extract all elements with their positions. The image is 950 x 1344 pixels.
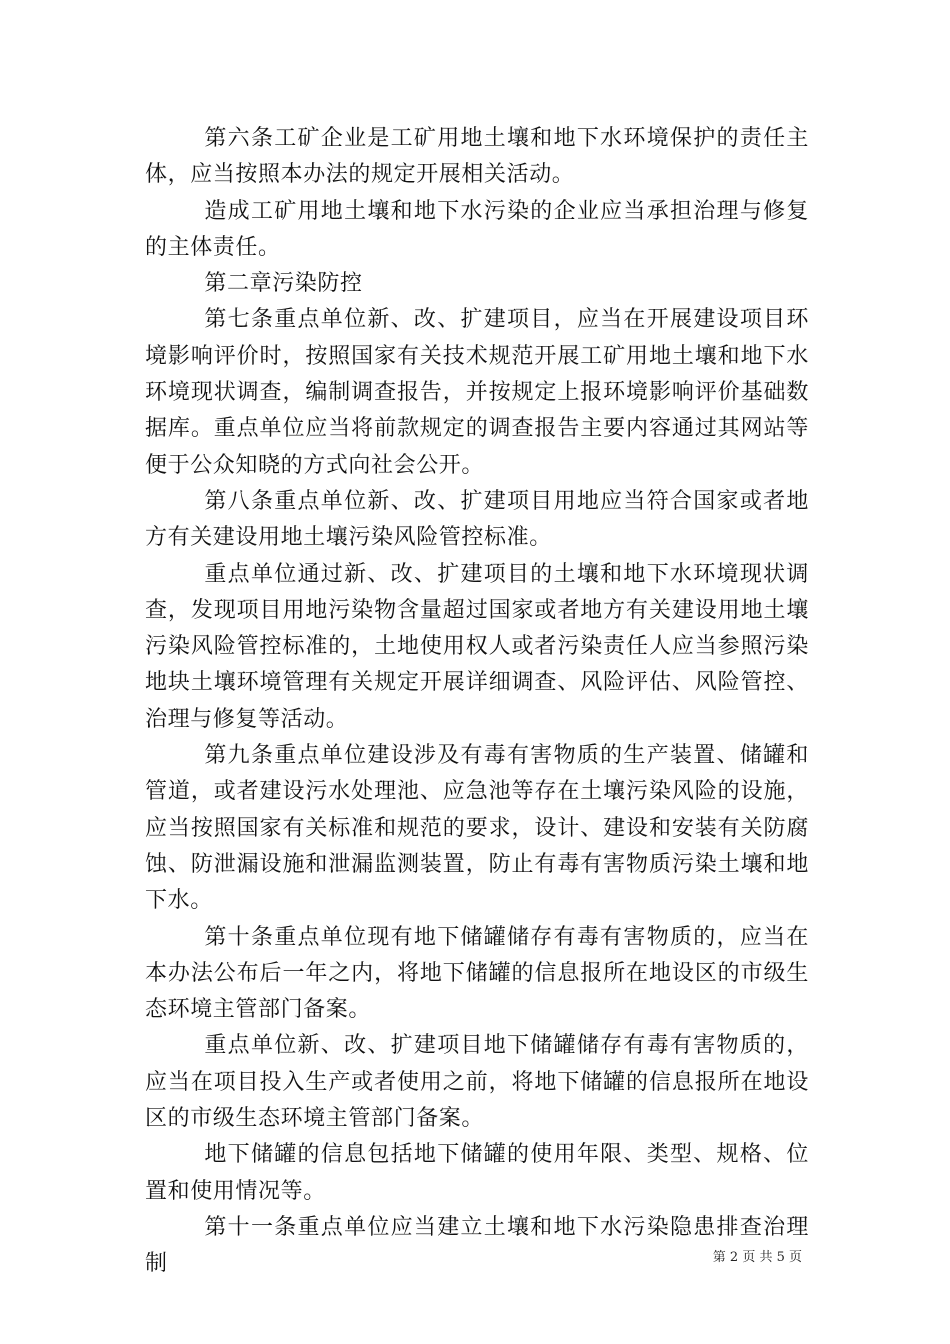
paragraph-article-9: 第九条重点单位建设涉及有毒有害物质的生产装置、储罐和管道，或者建设污水处理池、应急池等存在土壤污染风险的设施，应当按照国家有关标准和规范的要求，设计、建设和安装有关防腐蚀、防泄漏设施和泄漏监测装置，防止有毒有害物质污染土壤和地下水。 xyxy=(145,743,809,914)
paragraph-article-8: 第八条重点单位新、改、扩建项目用地应当符合国家或者地方有关建设用地土壤污染风险管控标准。 xyxy=(145,488,809,551)
paragraph-article-10: 第十条重点单位现有地下储罐储存有毒有害物质的，应当在本办法公布后一年之内，将地下储罐的信息报所在地设区的市级生态环境主管部门备案。 xyxy=(145,924,809,1023)
paragraph-article-10-tank-info: 地下储罐的信息包括地下储罐的使用年限、类型、规格、位置和使用情况等。 xyxy=(145,1142,809,1204)
document-body xyxy=(145,121,809,1283)
paragraph-article-6: 第六条工矿企业是工矿用地土壤和地下水环境保护的责任主体，应当按照本办法的规定开展相关活动。 xyxy=(145,126,809,188)
paragraph-article-7: 第七条重点单位新、改、扩建项目，应当在开展建设项目环境影响评价时，按照国家有关技术规范开展工矿用地土壤和地下水环境现状调查，编制调查报告，并按规定上报环境影响评价基础数据库。重点单位应当将前款规定的调查报告主要内容通过其网站等便于公众知晓的方式向社会公开。 xyxy=(145,307,809,478)
chapter-heading: 第二章污染防控 xyxy=(204,271,363,297)
paragraph-article-11: 第十一条重点单位应当建立土壤和地下水污染隐患排查治理制 xyxy=(145,1214,809,1277)
paragraph-article-8-detail: 重点单位通过新、改、扩建项目的土壤和地下水环境现状调查，发现项目用地污染物含量超过国家或者地方有关建设用地土壤污染风险管控标准的，土地使用权人或者污染责任人应当参照污染地块土壤环境管理有关规定开展详细调查、风险评估、风险管控、治理与修复等活动。 xyxy=(145,561,809,732)
page-number-footer: 第 2 页 共 5 页 xyxy=(712,1250,802,1265)
paragraph-polluter-responsibility: 造成工矿用地土壤和地下水污染的企业应当承担治理与修复的主体责任。 xyxy=(145,198,809,260)
paragraph-article-10-new-projects: 重点单位新、改、扩建项目地下储罐储存有毒有害物质的，应当在项目投入生产或者使用之前，将地下储罐的信息报所在地设区的市级生态环境主管部门备案。 xyxy=(145,1033,809,1132)
